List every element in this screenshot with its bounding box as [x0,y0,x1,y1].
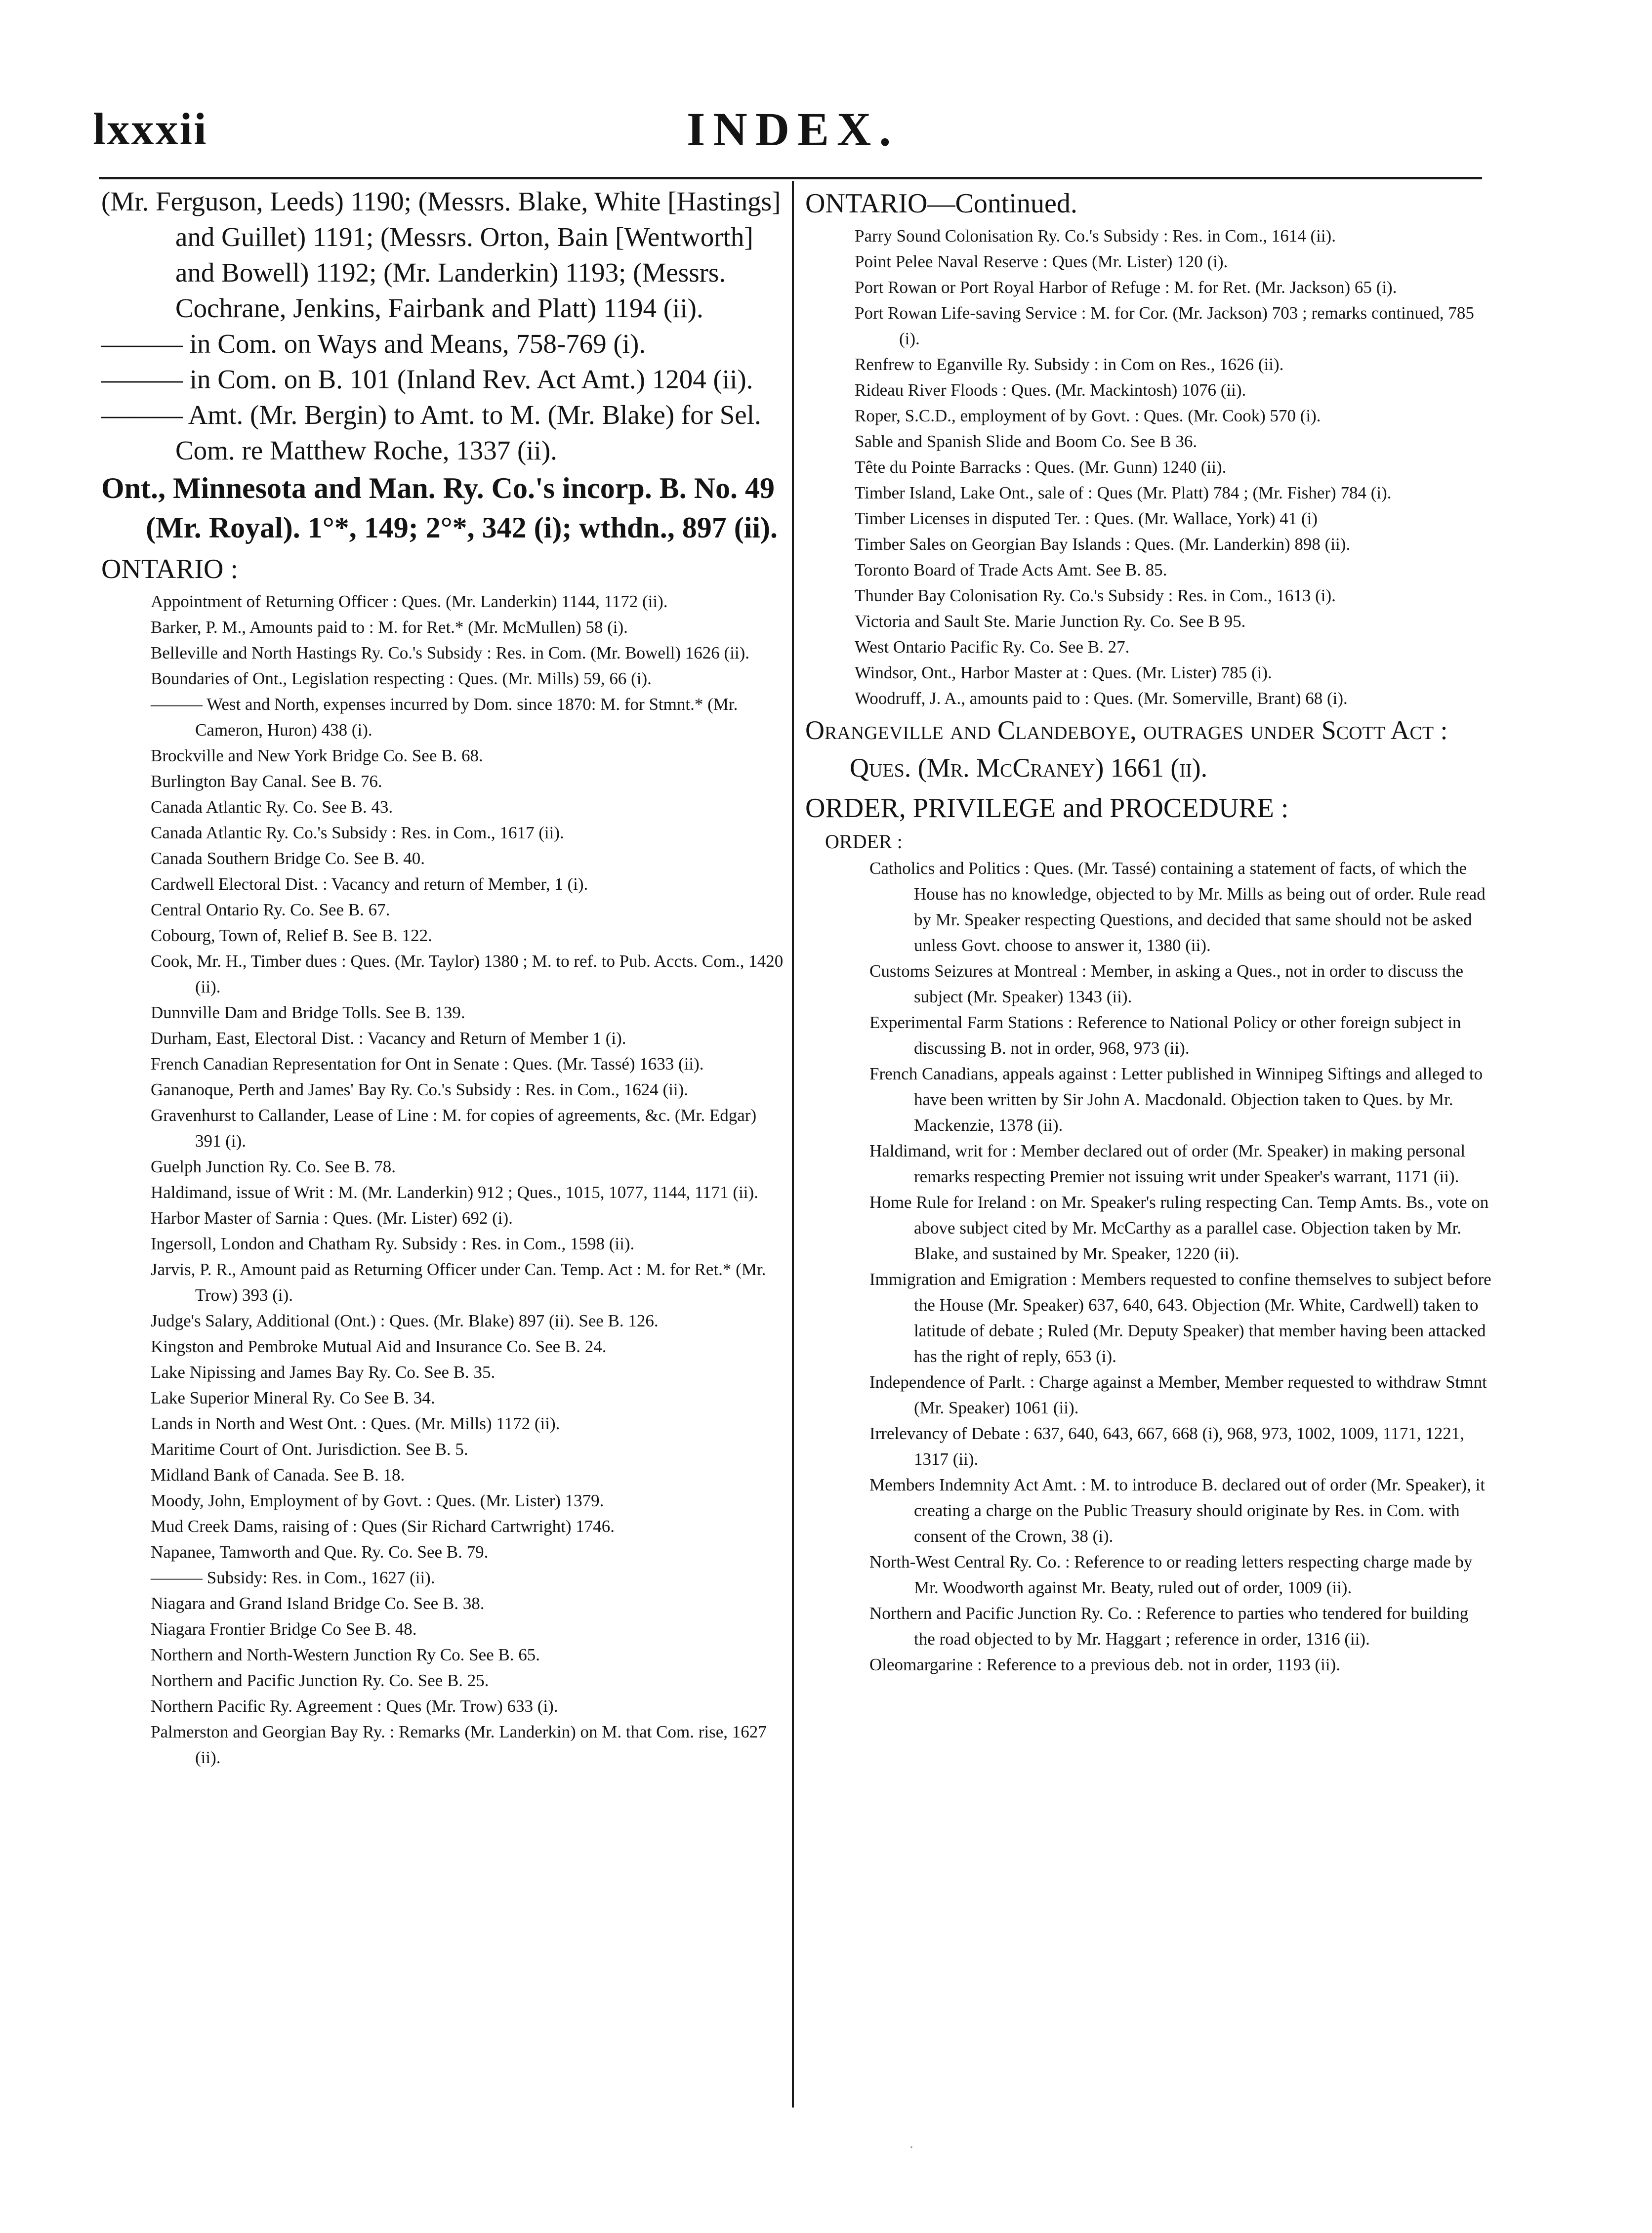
section-heading-order: ORDER, PRIVILEGE and PROCEDURE : [805,793,1289,824]
index-entry: Central Ontario Ry. Co. See B. 67. [151,900,390,919]
index-entry: Timber Island, Lake Ont., sale of : Ques (Mr. Platt) 784 ; (Mr. Fisher) 784 (i). [855,483,1392,502]
index-entry: Customs Seizures at Montreal : Member, in asking a Ques., not in order to discuss the subject (Mr. Speaker) 1343 (ii). [869,961,1464,1006]
cont-line: (Mr. Ferguson, Leeds) 1190; (Messrs. Blake, White [Hastings] and Guillet) 1191; (Messrs. Orton, Bain [Wentworth] and Bowell) 1192; (Mr. Landerkin) 1193; (Messrs. Cochrane, Jenkins, Fairbank and Platt) 1194 (ii). [101,186,781,323]
index-entry: Maritime Court of Ont. Jurisdiction. See B. 5. [151,1440,468,1459]
index-entry: Roper, S.C.D., employment of by Govt. : Ques. (Mr. Cook) 570 (i). [855,406,1321,425]
index-entry: Napanee, Tamworth and Que. Ry. Co. See B. 79. [151,1542,489,1562]
cont-line: ——— Amt. (Mr. Bergin) to Amt. to M. (Mr. Blake) for Sel. Com. re Matthew Roche, 1337 (ii). [101,400,761,465]
index-entry: Oleomargarine : Reference to a previous deb. not in order, 1193 (ii). [869,1655,1340,1674]
index-entry: Brockville and New York Bridge Co. See B. 68. [151,746,483,765]
index-entry: Jarvis, P. R., Amount paid as Returning Officer under Can. Temp. Act : M. for Ret.* (Mr. Trow) 393 (i). [151,1260,766,1305]
index-entry-orangeville: Orangeville and Clandeboye, outrages under Scott Act : Ques. (Mr. McCraney) 1661 (ii). [805,715,1448,783]
index-entry: ——— West and North, expenses incurred by Dom. since 1870: M. for Stmnt.* (Mr. Cameron, Huron) 438 (i). [151,695,738,740]
index-entry: Victoria and Sault Ste. Marie Junction Ry. Co. See B 95. [855,612,1246,631]
section-heading-ontario-continued: ONTARIO—Continued. [805,188,1077,219]
ontario-continued-entry-list [805,223,1492,711]
index-entry: Point Pelee Naval Reserve : Ques (Mr. Lister) 120 (i). [855,252,1228,271]
index-entry: Northern and North-Western Junction Ry Co. See B. 65. [151,1645,540,1664]
index-entry: Tête du Pointe Barracks : Ques. (Mr. Gunn) 1240 (ii). [855,457,1227,477]
left-column [101,184,785,1771]
index-entry: West Ontario Pacific Ry. Co. See B. 27. [855,637,1130,657]
index-entry: Niagara and Grand Island Bridge Co. See B. 38. [151,1594,485,1613]
index-entry: Irrelevancy of Debate : 637, 640, 643, 667, 668 (i), 968, 973, 1002, 1009, 1171, 1221, 1317 (ii). [869,1424,1465,1469]
page-number: lxxxii [93,104,208,154]
index-entry: Northern Pacific Ry. Agreement : Ques (Mr. Trow) 633 (i). [151,1696,558,1716]
index-entry: Cook, Mr. H., Timber dues : Ques. (Mr. Taylor) 1380 ; M. to ref. to Pub. Accts. Com., 1420 (ii). [151,951,784,996]
cont-line: ——— in Com. on Ways and Means, 758-769 (i). [101,329,646,359]
index-entry: Dunnville Dam and Bridge Tolls. See B. 139. [151,1003,465,1022]
index-entry: Gravenhurst to Callander, Lease of Line : M. for copies of agreements, &c. (Mr. Edgar) 391 (i). [151,1106,757,1151]
index-entry: Cardwell Electoral Dist. : Vacancy and return of Member, 1 (i). [151,874,588,894]
header-rule [99,177,1482,179]
index-entry: Northern and Pacific Junction Ry. Co. See B. 25. [151,1671,489,1690]
index-entry: Haldimand, issue of Writ : M. (Mr. Landerkin) 912 ; Ques., 1015, 1077, 1144, 1171 (ii). [151,1183,758,1202]
index-entry: Guelph Junction Ry. Co. See B. 78. [151,1157,396,1176]
index-entry: Rideau River Floods : Ques. (Mr. Mackintosh) 1076 (ii). [855,380,1246,400]
index-entry: Timber Licenses in disputed Ter. : Ques. (Mr. Wallace, York) 41 (i) [855,509,1318,528]
index-entry: French Canadians, appeals against : Letter published in Winnipeg Siftings and alleged to have been written by Sir John A. Macdonald. Objection taken to Ques. by Mr. Mackenzie, 1378 (ii). [869,1064,1483,1135]
index-entry: Lake Nipissing and James Bay Ry. Co. See B. 35. [151,1363,496,1382]
index-entry: Moody, John, Employment of by Govt. : Ques. (Mr. Lister) 1379. [151,1491,604,1510]
index-entry: Barker, P. M., Amounts paid to : M. for Ret.* (Mr. McMullen) 58 (i). [151,618,628,637]
index-entry: Appointment of Returning Officer : Ques. (Mr. Landerkin) 1144, 1172 (ii). [151,592,668,611]
index-entry: Catholics and Politics : Ques. (Mr. Tassé) containing a statement of facts, of which the House has no knowledge, objected to by Mr. Mills as being out of order. Rule read by Mr. Speaker respecting Questions, and decided that same should not be asked unless Govt. choose to answer it, 1380 (ii). [869,859,1486,955]
index-entry: French Canadian Representation for Ont in Senate : Ques. (Mr. Tassé) 1633 (ii). [151,1054,704,1074]
cont-line: ——— in Com. on B. 101 (Inland Rev. Act Amt.) 1204 (ii). [101,364,753,394]
index-entry: Haldimand, writ for : Member declared out of order (Mr. Speaker) in making personal remarks respecting Premier not issuing writ under Speaker's warrant, 1171 (ii). [869,1141,1466,1186]
index-entry: Renfrew to Eganville Ry. Subsidy : in Com on Res., 1626 (ii). [855,355,1284,374]
index-entry: Parry Sound Colonisation Ry. Co.'s Subsidy : Res. in Com., 1614 (ii). [855,226,1336,246]
index-entry: Ingersoll, London and Chatham Ry. Subsidy : Res. in Com., 1598 (ii). [151,1234,635,1253]
index-entry: Members Indemnity Act Amt. : M. to introduce B. declared out of order (Mr. Speaker), it creating a charge on the Public Treasury should originate by Res. in Com. with consent of the Crown, 38 (i). [869,1475,1486,1546]
index-entry: Independence of Parlt. : Charge against a Member, Member requested to withdraw Stmnt (Mr. Speaker) 1061 (ii). [869,1372,1487,1417]
index-entry: Lands in North and West Ont. : Ques. (Mr. Mills) 1172 (ii). [151,1414,560,1433]
index-entry: Windsor, Ont., Harbor Master at : Ques. (Mr. Lister) 785 (i). [855,663,1272,682]
index-entry: Canada Southern Bridge Co. See B. 40. [151,849,425,868]
index-entry: North-West Central Ry. Co. : Reference to or reading letters respecting charge made by Mr. Woodworth against Mr. Beaty, ruled out of order, 1009 (ii). [869,1552,1473,1597]
index-entry: Immigration and Emigration : Members requested to confine themselves to subject before the House (Mr. Speaker) 637, 640, 643. Objection (Mr. White, Cardwell) taken to latitude of debate ; Ruled (Mr. Deputy Speaker) that member having been attacked has the right of reply, 653 (i). [869,1270,1491,1366]
order-entry-list [805,856,1492,1678]
index-entry: Judge's Salary, Additional (Ont.) : Ques. (Mr. Blake) 897 (ii). See B. 126. [151,1311,659,1330]
index-entry: Thunder Bay Colonisation Ry. Co.'s Subsidy : Res. in Com., 1613 (i). [855,586,1336,605]
index-entry-ont-minn: Ont., Minnesota and Man. Ry. Co.'s incorp. B. No. 49 (Mr. Royal). 1°*, 149; 2°*, 342 (i); wthdn., 897 (ii). [101,472,778,544]
index-entry: Boundaries of Ont., Legislation respecting : Ques. (Mr. Mills) 59, 66 (i). [151,669,652,688]
index-entry: Belleville and North Hastings Ry. Co.'s Subsidy : Res. in Com. (Mr. Bowell) 1626 (ii). [151,643,750,662]
index-entry: Home Rule for Ireland : on Mr. Speaker's ruling respecting Can. Temp Amts. Bs., vote on above subject cited by Mr. McCarthy as a parallel case. Objection taken by Mr. Blake, and sustained by Mr. Speaker, 1220 (ii). [869,1193,1489,1263]
index-entry: Gananoque, Perth and James' Bay Ry. Co.'s Subsidy : Res. in Com., 1624 (ii). [151,1080,689,1099]
index-entry: Port Rowan or Port Royal Harbor of Refuge : M. for Ret. (Mr. Jackson) 65 (i). [855,278,1397,297]
index-entry: Toronto Board of Trade Acts Amt. See B. 85. [855,560,1167,579]
subheading-order: ORDER : [825,830,903,853]
index-entry: ——— Subsidy: Res. in Com., 1627 (ii). [151,1568,435,1587]
index-entry: Northern and Pacific Junction Ry. Co. : Reference to parties who tendered for building the road objected to by Mr. Haggart ; reference in order, 1316 (ii). [869,1604,1469,1649]
index-entry: Midland Bank of Canada. See B. 18. [151,1465,405,1485]
index-entry: Woodruff, J. A., amounts paid to : Ques. (Mr. Somerville, Brant) 68 (i). [855,689,1348,708]
index-entry: Canada Atlantic Ry. Co.'s Subsidy : Res. in Com., 1617 (ii). [151,823,564,842]
index-entry: Harbor Master of Sarnia : Ques. (Mr. Lister) 692 (i). [151,1208,513,1228]
index-entry: Niagara Frontier Bridge Co See B. 48. [151,1619,417,1639]
index-entry: Port Rowan Life-saving Service : M. for Cor. (Mr. Jackson) 703 ; remarks continued, 785 (i). [855,303,1474,348]
index-entry: Canada Atlantic Ry. Co. See B. 43. [151,797,393,817]
continued-entry [101,184,785,468]
index-entry: Kingston and Pembroke Mutual Aid and Insurance Co. See B. 24. [151,1337,607,1356]
index-entry: Timber Sales on Georgian Bay Islands : Ques. (Mr. Landerkin) 898 (ii). [855,535,1351,554]
section-heading-ontario: ONTARIO : [101,554,239,584]
page-title: INDEX. [687,103,899,156]
index-entry: Sable and Spanish Slide and Boom Co. See B 36. [855,432,1198,451]
index-entry: Durham, East, Electoral Dist. : Vacancy and Return of Member 1 (i). [151,1029,626,1048]
ontario-entry-list [101,589,785,1771]
index-entry: Palmerston and Georgian Bay Ry. : Remarks (Mr. Landerkin) on M. that Com. rise, 1627 (ii). [151,1722,767,1767]
index-entry: Cobourg, Town of, Relief B. See B. 122. [151,926,432,945]
index-entry: Experimental Farm Stations : Reference to National Policy or other foreign subject in discussing B. not in order, 968, 973 (ii). [869,1013,1461,1058]
column-divider [792,181,794,2108]
right-column [805,184,1492,1678]
page-mark: · [909,2139,914,2155]
index-entry: Burlington Bay Canal. See B. 76. [151,772,382,791]
index-entry: Mud Creek Dams, raising of : Ques (Sir Richard Cartwright) 1746. [151,1517,615,1536]
index-entry: Lake Superior Mineral Ry. Co See B. 34. [151,1388,435,1407]
